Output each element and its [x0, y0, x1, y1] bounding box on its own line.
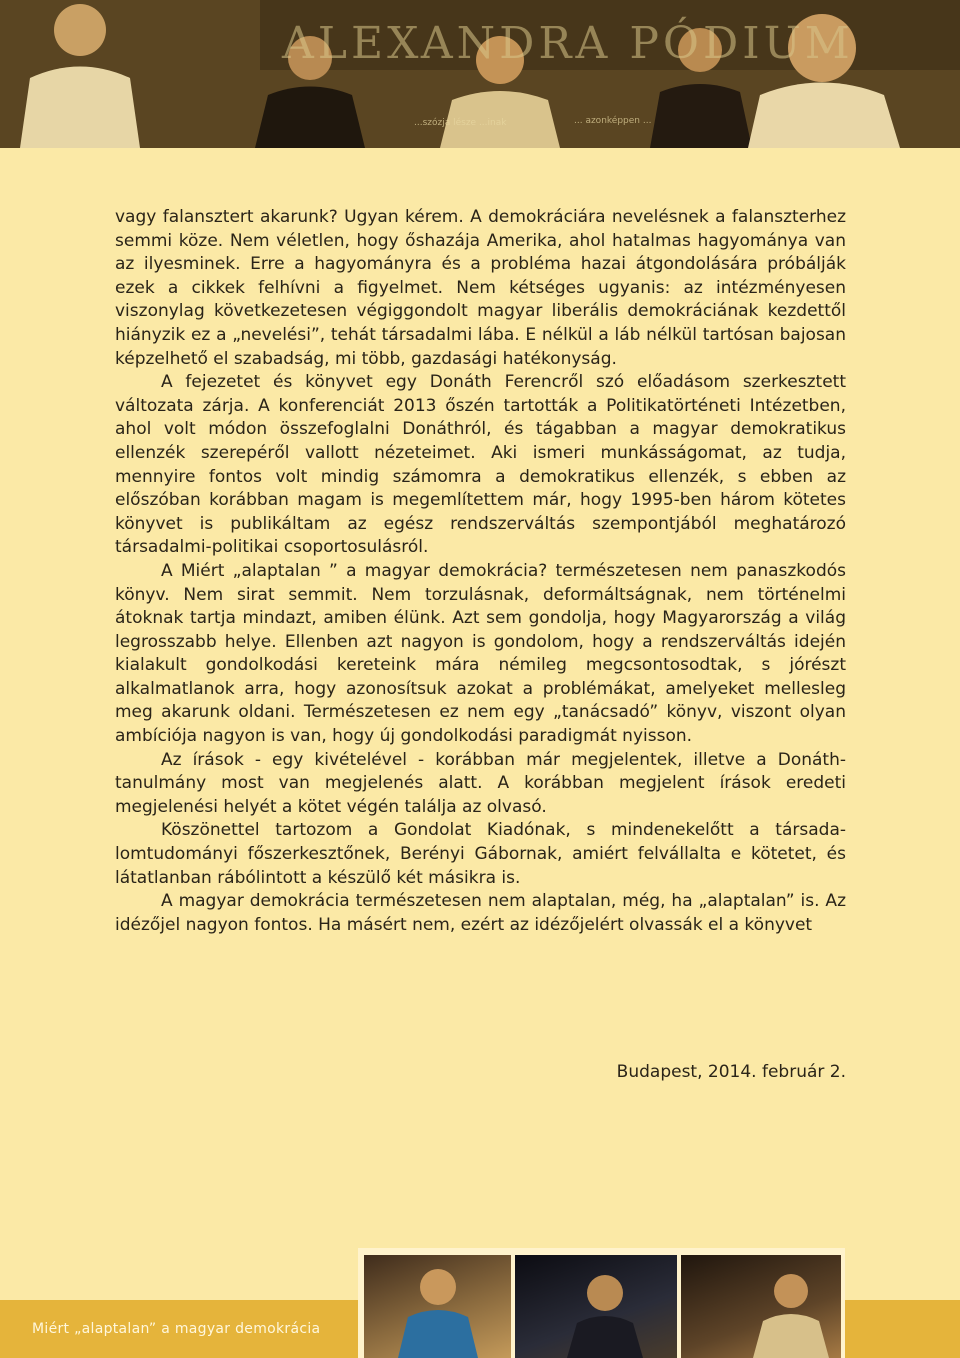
banner-podium-title: ALEXANDRA PÓDIUM	[282, 18, 854, 69]
footer-photo-2	[515, 1255, 677, 1358]
paragraph-3: A Miért „alaptalan ” a magyar demokrácia? természetesen nem panaszkodós könyv. Nem sirat semmit. Nem torzulásnak, deformáltságnak, nem történelmi átoknak tartja mindazt, amiben élünk. Azt sem gondolja, hogy Magyarország a világ legrosszabb helye. Ellenben azt nagyon is gondolom, hogy a rendszerváltás idején kialakult gondolkodási kereteink mára némileg megcsontosodtak, s jórészt alkalmatlanok arra, hogy azonosítsuk azokat a problémákat, amelyeket mellesleg meg akarunk oldani. Természetesen ez nem egy „tanácsadó” könyv, viszont olyan ambíciója nagyon is van, hogy új gondolkodási paradigmát nyisson.	[115, 560, 846, 747]
footer-book-title: Miért „alaptalan” a magyar demokrácia	[32, 1321, 321, 1337]
date-signature: Budapest, 2014. február 2.	[616, 1062, 846, 1082]
banner-caption-left: ...szózja lésze ...inak	[414, 118, 507, 128]
banner-caption-right: ... azonképpen ...	[574, 116, 652, 126]
header-photo-banner	[0, 0, 960, 148]
paragraph-5: Köszönettel tartozom a Gondolat Kiadónak, s mindenekelőtt a társadalomtudományi főszerkesztőnek, Berényi Gábornak, amiért felvállalta e kötetet, és látatlanban rábólintott a készülő két másikra is.	[115, 820, 846, 888]
paragraph-6: A magyar demokrácia természetesen nem alaptalan, még, ha „alaptalan” is. Az idézőjel nagyon fontos. Ha másért nem, ezért az idézőjelért olvassák el a könyvet	[115, 891, 846, 935]
footer-photo-strip	[358, 1248, 845, 1358]
paragraph-2: A fejezetet és könyvet egy Donáth Ferencről szó előadásom szerkesztett változata zárja. A konferenciát 2013 őszén tartották a Politikatörténeti Intézetben, ahol volt módon összefoglalni Donáthról, és tágabban a magyar demokratikus ellenzék szerepéről vallott nézeteimet. Aki ismeri munkásságomat, az tudja, mennyire fontos volt mindig számomra a demokratikus ellenzék, s ebben az előszóban korábban magam is megemlítettem már, hogy 1995-ben három kötetes könyvet is publikáltam az egész rendszerváltás szempontjából meghatározó társadalmi-politikai csoportosulásról.	[115, 372, 846, 558]
footer-photo-3	[681, 1255, 841, 1358]
paragraph-4: Az írások - egy kivételével - korábban már megjelentek, illetve a Donáthtanulmány most van megjelenés alatt. A korábban megjelent írások eredeti megjelenési helyét a kötet végén találja az olvasó.	[115, 749, 846, 817]
paragraph-1: vagy falansztert akarunk? Ugyan kérem. A demokráciára nevelésnek a falanszterhez semmi köze. Nem véletlen, hogy őshazája Amerika, ahol hatalmas hagyománya van az ilyesminek. Erre a hagyományra és a probléma hazai átgondolására próbálják ezek a cikkek felhívni a figyelmet. Nem kétséges ugyanis: az intézményesen viszonylag következetesen végiggondolt magyar liberális demokráciának kezdettől hiányzik ez a „nevelési”, tehát társadalmi lába. E nélkül a láb nélkül tartósan bajosan képzelhető el szabadság, mi több, gazdasági hatékonyság.	[115, 207, 846, 369]
footer-photo-1	[364, 1255, 511, 1358]
body-text	[115, 206, 846, 937]
